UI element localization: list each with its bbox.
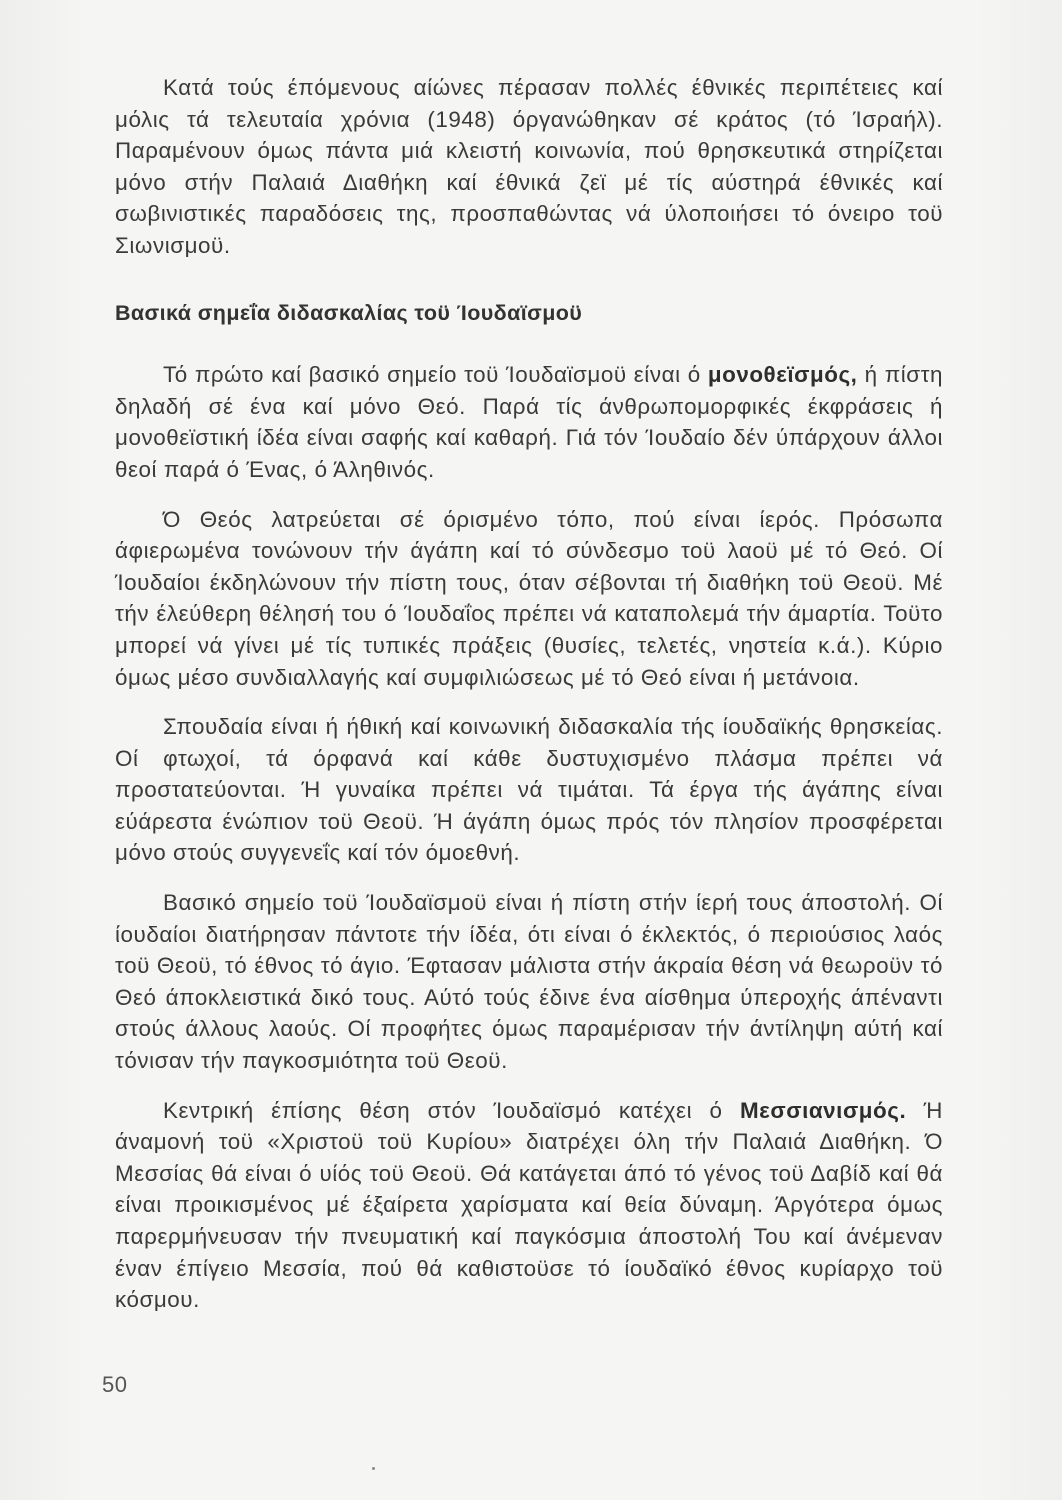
- paragraph-worship: Ό Θεός λατρεύεται σέ όρισμένο τόπο, πού είναι ίερός. Πρόσωπα άφιερωμένα τονώνουν τήν άγάπη καί τό σύνδεσμο τοϋ λαοϋ μέ τό Θεό. Οί Ίουδαίοι έκδηλώνουν τήν πίστη τους, όταν σέβονται τή διαθήκη τοϋ Θεοϋ. Μέ τήν έλεύθερη θέλησή του ό Ίουδαΐος πρέπει νά καταπολεμά τήν άμαρτία. Τοϋτο μπορεί νά γίνει μέ τίς τυπικές πράξεις (θυσίες, τελετές, νηστεία κ.ά.). Κύριο όμως μέσο συνδιαλλαγής καί συμφιλιώσεως μέ τό Θεό είναι ή μετάνοια.: [115, 506, 943, 690]
- paragraph-mission: Βασικό σημείο τοϋ Ίουδαϊσμοϋ είναι ή πίστη στήν ίερή τους άποστολή. Οί ίουδαίοι διατήρησαν πάντοτε τήν ίδέα, ότι είναι ό έκλεκτός, ό περιούσιος λαός τοϋ Θεοϋ, τό έθνος τό άγιο. Έφτασαν μάλιστα στήν άκραία θέση νά θεωροϋν τό Θεό άποκλειστικά δικό τους. Αύτό τούς έδινε ένα αίσθημα ύπεροχής άπέναντι στούς άλλους λαούς. Οί προφήτες όμως παραμέρισαν τήν άντίληψη αύτή καί τόνισαν τήν παγκοσμιότητα τοϋ Θεοϋ.: [115, 890, 943, 1074]
- paragraph-monotheism: [115, 359, 943, 485]
- paragraph-ethics: Σπουδαία είναι ή ήθική καί κοινωνική διδασκαλία τής ίουδαϊκής θρησκείας. Οί φτωχοί, τά όρφανά καί κάθε δυστυχισμένο πλάσμα πρέπει νά προστατεύονται. Ή γυναίκα πρέπει νά τιμάται. Τά έργα τής άγάπης είναι εύάρεστα ένώπιον τοϋ Θεοϋ. Ή άγάπη όμως πρός τόν πλησίον προσφέρεται μόνο στούς συγγενεΐς καί τόν όμοεθνή.: [115, 714, 943, 866]
- page-number: 50: [102, 1372, 128, 1397]
- paragraph-messianism-start: Κεντρική έπίσης θέση στόν Ίουδαϊσμό κατέχει ό: [163, 1097, 740, 1123]
- term-monotheism: μονοθεϊσμός,: [707, 362, 858, 388]
- paragraph-monotheism-start: Τό πρώτο καί βασικό σημείο τοϋ Ίουδαϊσμοϋ είναι ό: [163, 362, 708, 388]
- body-text: [115, 72, 943, 1316]
- paragraph-messianism: [115, 1095, 943, 1316]
- term-messianism: Μεσσιανισμός.: [739, 1097, 907, 1123]
- paragraph-monotheism-rest: ή πίστη δηλαδή σέ ένα καί μόνο Θεό. Παρά τίς άνθρωπομορφικές έκφράσεις ή μονοθεϊστική ίδέα είναι σαφής καί καθαρή. Γιά τόν Ίουδαίο δέν ύπάρχουν άλλοι θεοί παρά ό Ένας, ό Άληθινός.: [115, 362, 943, 482]
- paper-speck: [372, 1467, 375, 1470]
- paragraph-intro: Κατά τούς έπόμενους αίώνες πέρασαν πολλές έθνικές περιπέτειες καί μόλις τά τελευταία χρόνια (1948) όργανώθηκαν σέ κράτος (τό Ίσραήλ). Παραμένουν όμως πάντα μιά κλειστή κοινωνία, πού θρησκευτικά στηρίζεται μόνο στήν Παλαιά Διαθήκη καί έθνικά ζεϊ μέ τίς αύστηρά έθνικές καί σωβινιστικές παραδόσεις της, προσπαθώντας νά ύλοποιήσει τό όνειρο τοϋ Σιωνισμοϋ.: [115, 75, 943, 258]
- paragraph-messianism-rest: Ή άναμονή τοϋ «Χριστοϋ τοϋ Κυρίου» διατρέχει όλη τήν Παλαιά Διαθήκη. Ό Μεσσίας θά είναι ό υίός τοϋ Θεοϋ. Θά κατάγεται άπό τό γένος τοϋ Δαβίδ καί θά είναι προικισμένος μέ έξαίρετα χαρίσματα καί θεία δύναμη. Άργότερα όμως παρερμήνευσαν τήν πνευματική καί παγκόσμια άποστολή Του καί άνέμεναν έναν έπίγειο Μεσσία, πού θά καθιστοϋσε τό ίουδαϊκό έθνος κυρίαρχο τοϋ κόσμου.: [115, 1097, 943, 1313]
- section-heading: Βασικά σημεΐα διδασκαλίας τοϋ Ίουδαϊσμοϋ: [115, 300, 583, 325]
